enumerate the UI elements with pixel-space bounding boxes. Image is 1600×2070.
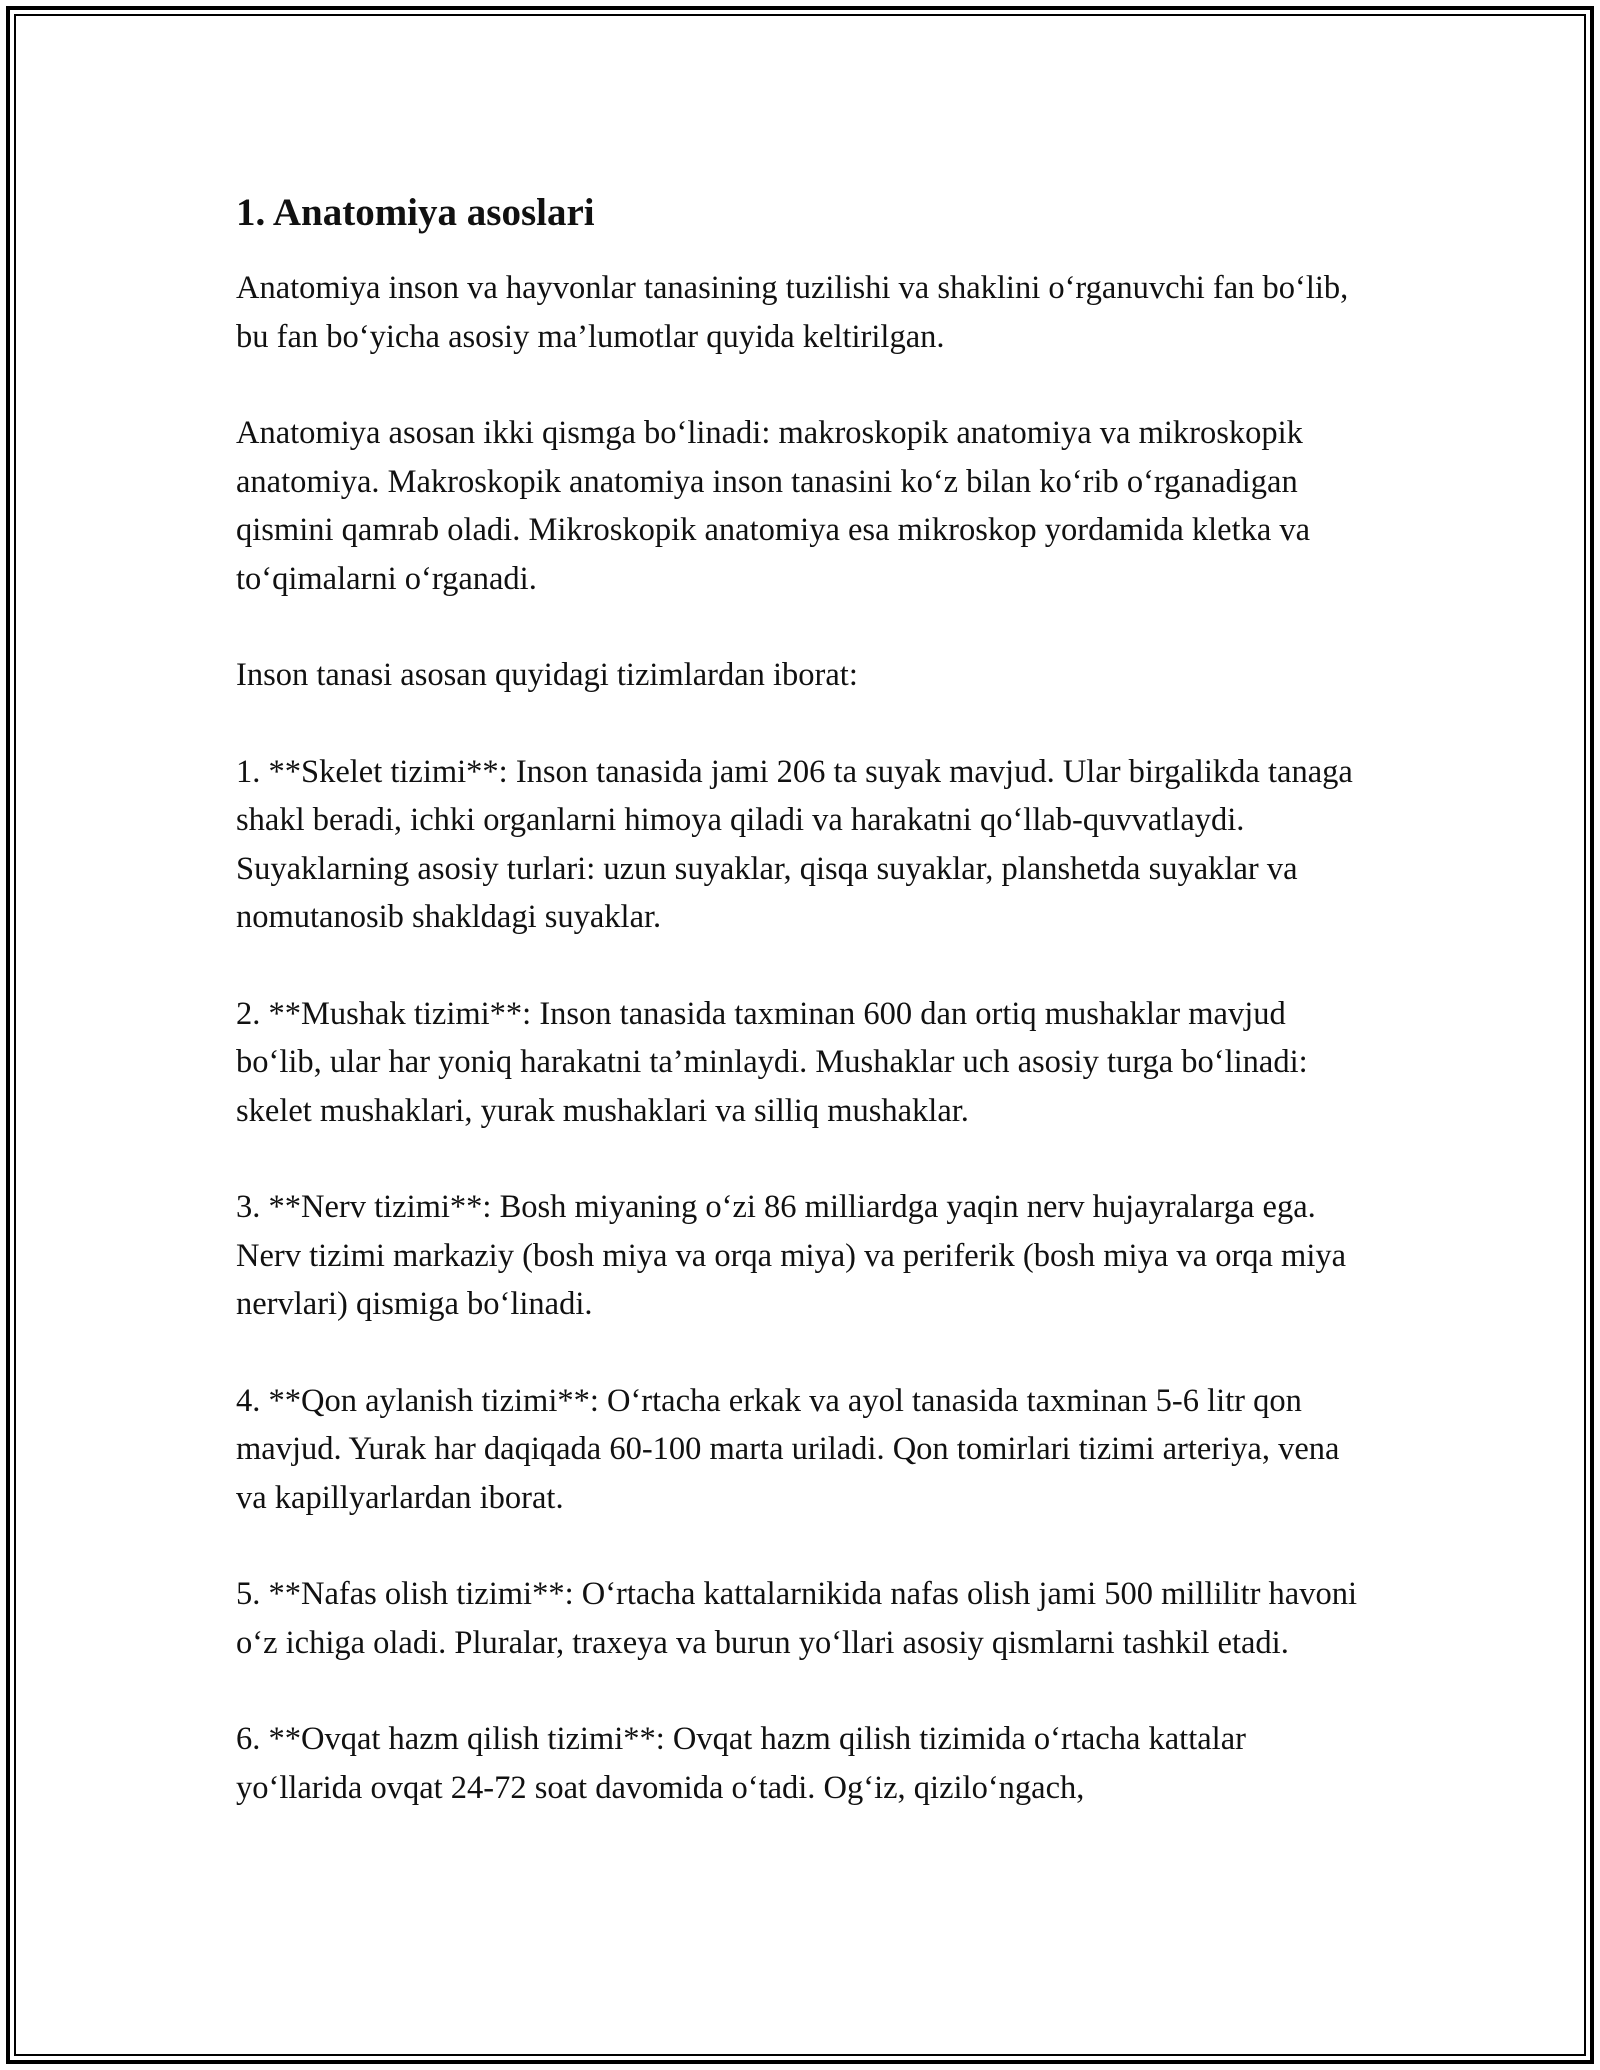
list-item-circulatory-system: 4. **Qon aylanish tizimi**: O‘rtacha erkak va ayol tanasida taxminan 5-6 litr qon mavjud. Yurak har daqiqada 60-100 marta uriladi. Qon tomirlari tizimi arteriya, vena va kapillyarlardan iborat. — [236, 1382, 1340, 1516]
paragraph-intro: Anatomiya inson va hayvonlar tanasining tuzilishi va shaklini o‘rganuvchi fan bo‘lib, bu fan bo‘yicha asosiy ma’lumotlar quyida keltirilgan. — [236, 270, 1349, 355]
list-item-nervous-system: 3. **Nerv tizimi**: Bosh miyaning o‘zi 86 milliardga yaqin nerv hujayralarga ega. Nerv tizimi markaziy (bosh miya va orqa miya) va periferik (bosh miya va orqa miya nervlari) qismiga bo‘linadi. — [236, 1189, 1347, 1322]
section-heading: 1. Anatomiya asoslari — [236, 191, 595, 234]
paragraph-anatomy-divisions: Anatomiya asosan ikki qismga bo‘linadi: makroskopik anatomiya va mikroskopik anatomiya. Makroskopik anatomiya inson tanasini ko‘z bilan ko‘rib o‘rganadigan qismini qamrab oladi. Mikroskopik anatomiya esa mikroskop yordamida kletka va to‘qimalarni o‘rganadi. — [236, 415, 1311, 597]
document-body — [236, 186, 1364, 1812]
list-item-respiratory-system: 5. **Nafas olish tizimi**: O‘rtacha kattalarnikida nafas olish jami 500 millilitr havoni o‘z ichiga oladi. Pluralar, traxeya va burun yo‘llari asosiy qismlarni tashkil etadi. — [236, 1576, 1357, 1661]
list-item-digestive-system: 6. **Ovqat hazm qilish tizimi**: Ovqat hazm qilish tizimida o‘rtacha kattalar yo‘llarida ovqat 24-72 soat davomida o‘tadi. Og‘iz, qizilo‘ngach, — [236, 1721, 1246, 1806]
paragraph-systems-intro: Inson tanasi asosan quyidagi tizimlardan iborat: — [236, 657, 858, 693]
list-item-muscular-system: 2. **Mushak tizimi**: Inson tanasida taxminan 600 dan ortiq mushaklar mavjud bo‘lib, ular har yoniq harakatni ta’minlaydi. Mushaklar uch asosiy turga bo‘linadi: skelet mushaklari, yurak mushaklari va silliq mushaklar. — [236, 995, 1308, 1129]
list-item-skeletal-system: 1. **Skelet tizimi**: Inson tanasida jami 206 ta suyak mavjud. Ular birgalikda tanaga shakl beradi, ichki organlarni himoya qiladi va harakatni qo‘llab-quvvatlaydi. Suyaklarning asosiy turlari: uzun suyaklar, qisqa suyaklar, planshetda suyaklar va nomutanosib shakldagi suyaklar. — [236, 753, 1353, 935]
